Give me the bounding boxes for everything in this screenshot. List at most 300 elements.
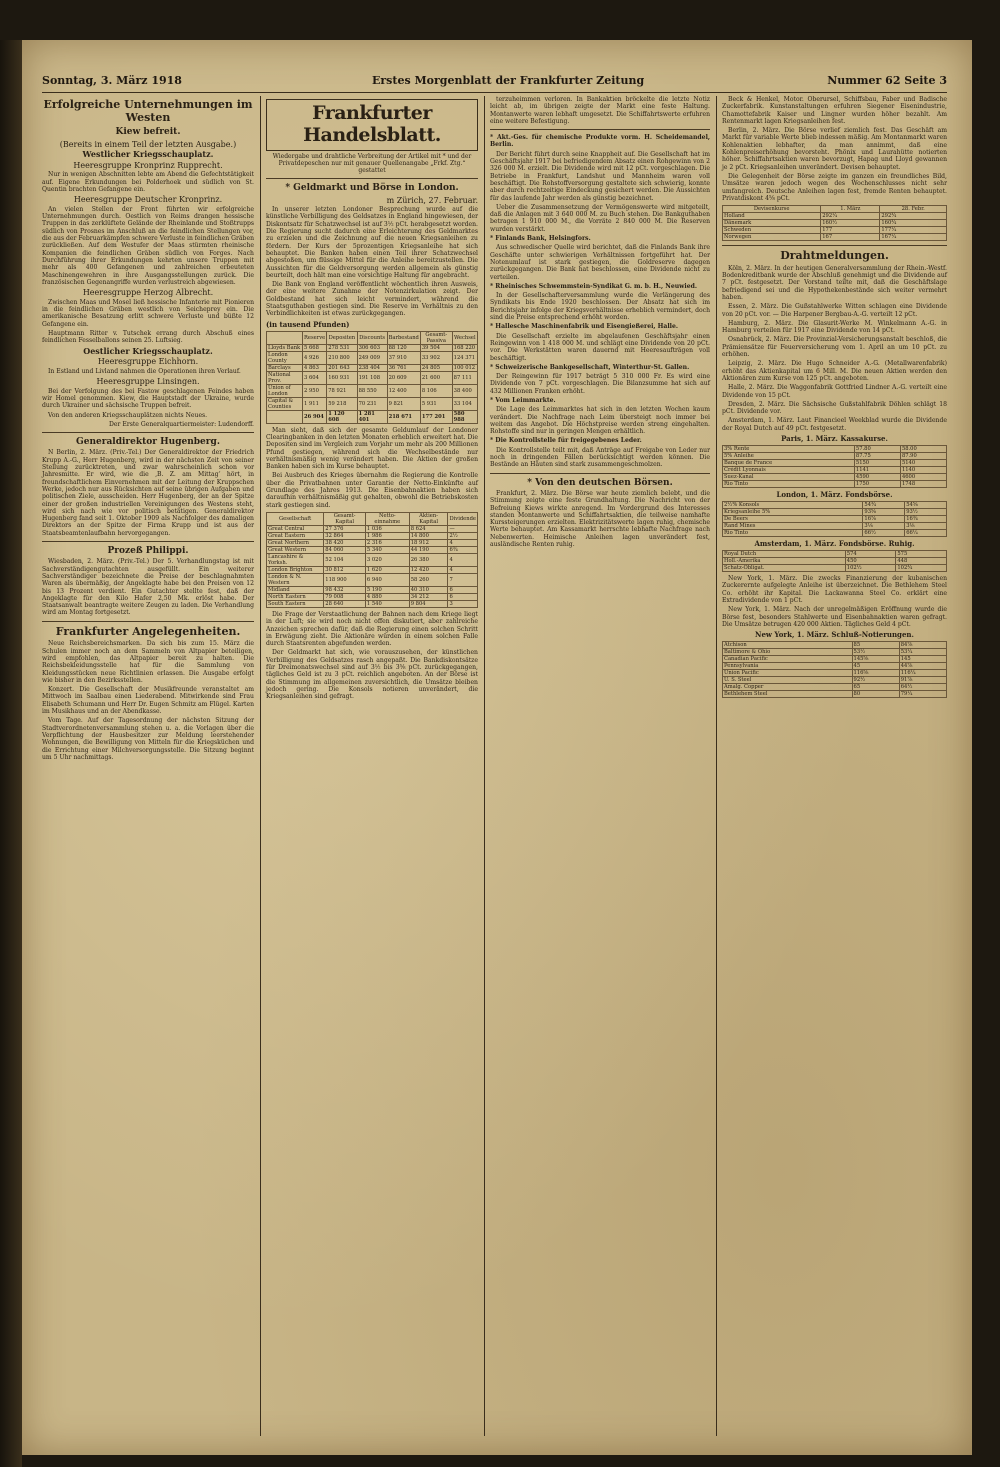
table-cell: 80 xyxy=(852,691,899,698)
table-row xyxy=(267,364,478,371)
table-cell: 177 xyxy=(821,227,880,234)
table-cell: 191 108 xyxy=(357,371,387,384)
table-cell: 1 036 xyxy=(365,525,409,532)
table-row xyxy=(267,553,478,566)
table-row xyxy=(267,384,478,397)
table-row xyxy=(267,573,478,586)
devisen-table xyxy=(722,205,947,241)
table-cell: 21 600 xyxy=(420,371,452,384)
item-heading: * Hallesche Maschinenfabrik und Eisengießerei, Halle. xyxy=(490,323,678,331)
header-masthead: Erstes Morgenblatt der Frankfurter Zeitung xyxy=(372,74,645,87)
table-cell: 575 xyxy=(896,551,947,558)
market-table xyxy=(722,550,947,572)
table-row xyxy=(267,546,478,553)
paragraph: Der Reingewinn für 1917 beträgt 5 310 000 Fr. Es wird eine Dividende von 7 pCt. vorgeschlagen. Die Bilanzsumme hat sich auf 432 Millionen Franken erhöht. xyxy=(490,373,710,395)
table-cell: 32 864 xyxy=(324,532,366,539)
paragraph: Die Lage des Leimmarktes hat sich in den letzten Wochen kaum verändert. Die Nachfrage nach Leim übersteigt noch immer bei weitem das Angebot. Die Höchstpreise werden streng eingehalten. Rohstoffe sind nur in geringen Mengen erhältlich. xyxy=(490,406,710,436)
table-row xyxy=(723,677,947,684)
subhead-western-theatre: Westlicher Kriegsschauplatz. xyxy=(82,149,214,160)
table-cell: 1 120 608 xyxy=(327,410,357,423)
table-cell: 12 420 xyxy=(409,566,448,573)
railway-table xyxy=(266,512,478,608)
table-cell: U. S. Steel xyxy=(723,677,853,684)
table-row xyxy=(723,213,947,220)
headline-boersen: * Von den deutschen Börsen. xyxy=(527,477,673,488)
note: (Bereits in einem Teil der letzten Ausgabe.) xyxy=(59,139,237,149)
table-cell: 1 540 xyxy=(365,600,409,607)
table-cell: 118 900 xyxy=(324,573,366,586)
table-cell: 52 104 xyxy=(324,553,366,566)
paragraph: Hamburg, 2. März. Die Glasurit-Werke M. Winkelmann A.-G. in Hamburg verteilen für 1917 eine Dividende von 14 pCt. xyxy=(722,319,947,335)
item-heading: * Schweizerische Bankgesellschaft, Winterthur-St. Gallen. xyxy=(490,363,690,371)
table-cell: 5% Anleihe xyxy=(723,453,855,460)
table-cell: 4 863 xyxy=(303,364,327,371)
table-cell: 20 609 xyxy=(387,371,420,384)
table-cell: 448 xyxy=(896,558,947,565)
paragraph: Berlin, 2. März. Die Börse verlief ziemlich fest. Das Geschäft am Markt für variable Werte blieb indessen mäßig. Am Montanmarkt waren Kohlenaktien lebhafter, da man annimmt, daß eine Kohlenpreiserhöhung bevorsteht. Phönix und Laurahütte notierten höher. Schiffahrtsaktien waren bevorzugt, Hapag und Lloyd gewannen je 2 pCt. Kriegsanleihen unverändert. Devisen behauptet. xyxy=(722,127,947,171)
table-row xyxy=(723,558,947,565)
handelsblatt-title: Frankfurter Handelsblatt. xyxy=(266,99,478,151)
article-body xyxy=(722,265,947,432)
table-cell: 30 812 xyxy=(324,566,366,573)
table-cell: 5 931 xyxy=(420,397,452,410)
table-cell: 4 xyxy=(448,553,478,566)
table-cell: 124 371 xyxy=(452,351,477,364)
table-cell: Capital & Counties xyxy=(267,397,303,410)
handelsblatt-subtitle: Wiedergabe und drahtliche Verbreitung der Artikel mit * und der Privatdepeschen nur mit genauer Quellenangabe „Frkf. Ztg.“ gestattet xyxy=(272,152,472,175)
paragraph: Beck & Henkel, Motor. Oberursel, Schiffsbau, Faber und Badische Zuckerfabrik. Kunstanstaltungen erfuhren Siegener Eisenindustrie, Chamottefabrik Kaiser und Lingner wurden höher bezahlt. Am Rentenmarkt lagen Kriegsanleihen fest. xyxy=(722,96,947,125)
table-cell: 249 009 xyxy=(357,351,387,364)
table-cell: De Beers xyxy=(723,516,863,523)
table-cell: 91⅞ xyxy=(899,677,946,684)
paragraph: Halle, 2. März. Die Waggonfabrik Gottfried Lindner A.-G. verteilt eine Dividende von 15 pCt. xyxy=(722,384,947,399)
table-cell: Union of London xyxy=(267,384,303,397)
table-cell: 44 190 xyxy=(409,546,448,553)
page-header xyxy=(42,74,947,92)
table-cell: Lancashire & Yorksh. xyxy=(267,553,324,566)
table-row xyxy=(267,532,478,539)
table-cell: 5 190 xyxy=(365,586,409,593)
market-table xyxy=(722,641,947,698)
table-cell: 2½% Konsols xyxy=(723,502,863,509)
table-cell: 37 910 xyxy=(387,351,420,364)
table-cell: 57.80 xyxy=(854,446,900,453)
table-cell: Suez-Kanal xyxy=(723,474,855,481)
market-title: New York, 1. März. Schluß-Notierungen. xyxy=(755,630,914,640)
column-3 xyxy=(490,96,710,550)
paragraph: Neue Reichsbereichsmarken. Da sich bis zum 15. März die Schulen immer noch an dem Sammeln von Altpapier beteiligen, wird empfohlen, das Altpapier bereit zu halten. Die Reichsbekleidungsstelle hat für die Sammlung von Kleidungsstücken neue Richtlinien erlassen. Die Ausgabe erfolgt wie bisher in den Bezirksstellen. xyxy=(42,640,254,684)
table-cell: 45 xyxy=(852,663,899,670)
table-cell: 36 761 xyxy=(387,364,420,371)
table-cell: 5150 xyxy=(854,460,900,467)
table-cell: 87.75 xyxy=(854,453,900,460)
paragraph: Die Kontrollstelle teilt mit, daß Anträge auf Freigabe von Leder nur noch in dringenden Fällen berücksichtigt werden können. Die Bestände an Häuten sind stark zusammengeschmolzen. xyxy=(490,446,710,469)
table-cell: 88 120 xyxy=(387,344,420,351)
headline-philippi: Prozeß Philippi. xyxy=(107,546,189,556)
table-header-row xyxy=(723,206,947,213)
paragraph: Leipzig, 2. März. Die Hugo Schneider A.-G. (Metallwarenfabrik) erhöht das Aktienkapital um 6 Mill. M. Die neuen Aktien werden den Aktionären zum Kurse von 125 pCt. angeboten. xyxy=(722,360,947,382)
table-cell: 100 012 xyxy=(452,364,477,371)
table-row xyxy=(723,220,947,227)
subhead-army-group: Heeresgruppe Kronprinz Rupprecht. xyxy=(73,160,223,170)
table-cell: Rio Tinto xyxy=(723,530,863,537)
table-header-row xyxy=(267,331,478,344)
paragraph: In unserer letzten Londoner Besprechung wurde auf die künstliche Verbilligung des Geldsatzes in England hingewiesen, der Diskontsatz für Schatzwechsel ist auf 3½ pCt. herabgesetzt worden. Die Regierung sucht dadurch eine Erleichterung des Geldmarktes zu erzielen und die Zeichnung auf die neuen Kriegsanleihen zu fördern. Der Kurs der 5prozentigen Kriegsanleihe hat sich behauptet. Die Banken haben einen Teil ihrer Schatzwechsel abgestoßen, um flüssige Mittel für die Anleihe bereitzustellen. Die Aussichten für die Geldversorgung werden allgemein als günstig beurteilt, doch hält man eine vorsichtige Haltung für angebracht. xyxy=(266,206,478,279)
paragraph: In der Gesellschafterversammlung wurde die Verlängerung des Syndikats bis Ende 1920 beschlossen. Der Absatz hat sich im Berichtsjahr infolge der Kriegsverhältnisse erheblich vermindert, doch sind die Preise entsprechend erhöht worden. xyxy=(490,292,710,322)
paragraph: Bei Ausbruch des Krieges übernahm die Regierung die Kontrolle über die Privatbahnen unter Garantie der Netto-Einkünfte auf Grundlage des Jahres 1913. Die Eisenbahnaktien haben sich daraufhin verhältnismäßig gut gehalten, obwohl die Betriebskosten stark gestiegen sind. xyxy=(266,472,478,509)
subhead-army-group: Heeresgruppe Herzog Albrecht. xyxy=(82,288,214,298)
table-cell: 3 020 xyxy=(365,553,409,566)
column-4 xyxy=(722,96,947,698)
subhead-eastern-theatre: Oestlicher Kriegsschauplatz. xyxy=(83,345,213,356)
article-body xyxy=(266,611,478,701)
table-cell: Baltimore & Ohio xyxy=(723,649,853,656)
table-cell: Midland xyxy=(267,586,324,593)
table-cell: 14 800 xyxy=(409,532,448,539)
table-cell: 6 xyxy=(448,586,478,593)
paragraph: Hauptmann Ritter v. Tutschek errang durch Abschuß eines feindlichen Fesselballons seinen 25. Luftsieg. xyxy=(42,329,254,345)
table-cell: National Prov. xyxy=(267,371,303,384)
table-cell: 102¾ xyxy=(896,565,947,572)
table-cell: 1 986 xyxy=(365,532,409,539)
paragraph: Die Bank von England veröffentlicht wöchentlich ihren Ausweis, der eine weitere Zunahme der Notenzirkulation zeigt. Der Goldbestand hat sich leicht vermindert, während die Staatsguthaben gestiegen sind. Die Reserve im Verhältnis zu den Verbindlichkeiten ist etwas zurückgegangen. xyxy=(266,281,478,318)
table-cell: 160 931 xyxy=(327,371,357,384)
headline-hugenberg: Generaldirektor Hugenberg. xyxy=(76,437,220,448)
table-cell: 2 950 xyxy=(303,384,327,397)
table-header-cell: Aktien-Kapital xyxy=(409,512,448,525)
table-row xyxy=(723,523,947,530)
table-cell: Holland xyxy=(723,213,821,220)
paragraph: terzuheimmen verloren. In Bankaktien bröckelte die letzte Notiz leicht ab, im übrigen zeigte der Markt eine feste Haltung. Montanwerte waren lebhaft umgesetzt. Die Schiffahrtswerte erfuhren eine weitere Befestigung. xyxy=(490,96,710,125)
separator xyxy=(42,541,254,542)
paragraph: In Estland und Livland nahmen die Operationen ihren Verlauf. xyxy=(48,367,241,375)
separator xyxy=(722,245,947,246)
table-cell: 9 804 xyxy=(409,600,448,607)
table-header-cell: Dividende xyxy=(448,512,478,525)
table-cell: Dänemark xyxy=(723,220,821,227)
table-cell: Schweden xyxy=(723,227,821,234)
table-row xyxy=(267,593,478,600)
table-cell: 160¾ xyxy=(880,220,947,227)
table-row xyxy=(723,691,947,698)
paragraph: Die Frage der Verstaatlichung der Bahnen nach dem Kriege liegt in der Luft; sie wird noch nicht offen diskutiert, aber zahlreiche Anzeichen sprechen dafür, daß die Regierung einen solchen Schritt in Erwägung zieht. Die Aktionäre würden in einem solchen Falle durch Staatsrenten abgefunden werden. xyxy=(266,610,478,648)
table-cell: 66½ xyxy=(863,530,905,537)
table-row xyxy=(267,539,478,546)
subhead-army-group: Heeresgruppe Deutscher Kronprinz. xyxy=(73,195,223,205)
market-table xyxy=(722,501,947,537)
table-cell: 39 504 xyxy=(420,344,452,351)
column-1 xyxy=(42,96,254,763)
table-cell: 218 671 xyxy=(387,410,420,423)
table-cell: 84 060 xyxy=(324,546,366,553)
table-cell: 177¼ xyxy=(880,227,947,234)
table-cell: 6 xyxy=(448,593,478,600)
table-cell: 12 400 xyxy=(387,384,420,397)
table-cell: 26 904 xyxy=(303,410,327,423)
paragraph: Dresden, 2. März. Die Sächsische Gußstahlfabrik Döhlen schlägt 18 pCt. Dividende vor. xyxy=(722,400,947,416)
table-header-cell: Wechsel xyxy=(452,331,477,344)
paragraph: Wiesbaden, 2. März. (Priv.-Tel.) Der 5. Verhandlungstag ist mit Sachverständigengutachten ausgefüllt. Ein weiterer Sachverständiger bezeichnete die Preise der beschlagnahmten Waren als übermäßig, der Angeklagte habe bei den Preisen von 12 bis 13 Prozent verdient. Ein Gutachter stellte fest, daß der Angeklagte für den Kilo Hafer 2,50 Mk. erlöst habe. Der Staatsanwalt beantragte weitere Zeugen zu laden. Die Verhandlung wird am Montag fortgesetzt. xyxy=(42,558,254,617)
separator xyxy=(490,129,710,130)
table-cell: 98 432 xyxy=(324,586,366,593)
table-header-row xyxy=(267,512,478,525)
table-cell: Kriegsanleihe 5% xyxy=(723,509,863,516)
table-cell: 145⅝ xyxy=(852,656,899,663)
table-cell: 9 821 xyxy=(387,397,420,410)
article-body xyxy=(722,96,947,202)
table-cell: 58.00 xyxy=(900,446,946,453)
table-cell: Great Western xyxy=(267,546,324,553)
table-cell: 38 420 xyxy=(324,539,366,546)
paragraph: Man sieht, daß sich der gesamte Geldumlauf der Londoner Clearingbanken in den letzten Monaten erheblich erweitert hat. Die Depositen sind im Vergleich zum Vorjahr um mehr als 200 Millionen Pfund gestiegen, während sich die Wechselbestände nur verhältnismäßig wenig verändert haben. Die Aktien der großen Banken haben sich im Kurse behauptet. xyxy=(266,426,478,471)
table-cell: 2 316 xyxy=(365,539,409,546)
table-cell: 84⅞ xyxy=(899,642,946,649)
item-heading: * Rheinisches Schwemmstein-Syndikat G. m. b. H., Neuwied. xyxy=(490,282,697,290)
table-cell: 16¾ xyxy=(905,516,947,523)
bank-table xyxy=(266,331,478,424)
table-cell: Bethlehem Steel xyxy=(723,691,853,698)
table-cell: 3 604 xyxy=(303,371,327,384)
table-cell: 4590 xyxy=(854,474,900,481)
table-header-cell: Devisenkurse xyxy=(723,206,821,213)
column-2 xyxy=(266,96,478,702)
table-cell: 278 531 xyxy=(327,344,357,351)
table-row xyxy=(267,344,478,351)
table-cell: 4 xyxy=(448,566,478,573)
table-cell: 33 104 xyxy=(452,397,477,410)
article-body xyxy=(42,558,254,616)
table-cell: 1 620 xyxy=(365,566,409,573)
table-row xyxy=(723,509,947,516)
table-cell: 87.90 xyxy=(900,453,946,460)
table-cell: London Brighton xyxy=(267,566,324,573)
table-row xyxy=(723,530,947,537)
table-cell: 70 231 xyxy=(357,397,387,410)
table-cell: 167 xyxy=(821,234,880,241)
table-row xyxy=(267,525,478,532)
table-cell: 5 340 xyxy=(365,546,409,553)
table-cell: 64½ xyxy=(899,684,946,691)
headline-drahtmeldungen: Drahtmeldungen. xyxy=(780,249,889,263)
table-cell: 54⅝ xyxy=(905,502,947,509)
table-row xyxy=(723,684,947,691)
table-cell: 450 xyxy=(845,558,896,565)
table-cell: 93⅝ xyxy=(863,509,905,516)
table-cell: London & N. Western xyxy=(267,573,324,586)
signature: Der Erste Generalquartiermeister: Ludendorff. xyxy=(109,420,254,428)
paragraph: Essen, 2. März. Die Gußstahlwerke Witten schlagen eine Dividende von 20 pCt. vor. — Die Harpener Bergbau-A.-G. verteilt 12 pCt. xyxy=(722,303,947,318)
table-row xyxy=(267,351,478,364)
paragraph: Osnabrück, 2. März. Die Provinzial-Versicherungsanstalt beschloß, die Prämiensätze für Feuerversicherung vom 1. April an um 10 pCt. zu erhöhen. xyxy=(722,336,947,359)
table-cell: 168 220 xyxy=(452,344,477,351)
table-header-cell: Netto-einnahme xyxy=(365,512,409,525)
table-row xyxy=(267,371,478,384)
table-cell: 1 281 401 xyxy=(357,410,387,423)
table-header-cell: Reserve xyxy=(303,331,327,344)
table-header-cell: 28. Febr. xyxy=(880,206,947,213)
table-cell: 54¾ xyxy=(863,502,905,509)
article-body xyxy=(490,96,710,125)
table-cell: 24 805 xyxy=(420,364,452,371)
table-cell: 210 800 xyxy=(327,351,357,364)
table-cell: 88 550 xyxy=(357,384,387,397)
table-header-cell: Gesamt-Passiva xyxy=(420,331,452,344)
paragraph: Nur in wenigen Abschnitten lebte am Abend die Gefechtstätigkeit auf. Eigene Erkundungen bei Polderhoek und südlich von St. Quentin brachten Gefangene ein. xyxy=(42,171,254,193)
table-header-cell: Gesellschaft xyxy=(267,512,324,525)
table-cell: 116¼ xyxy=(899,670,946,677)
table-row xyxy=(267,600,478,607)
table-cell: 4 926 xyxy=(303,351,327,364)
paragraph: Köln, 2. März. In der heutigen Generalversammlung der Rhein.-Westf. Bodenkreditbank wurde der Abschluß genehmigt und die Dividende auf 7 pCt. festgesetzt. Der Vorstand teilte mit, daß die Geschäftslage befriedigend sei und die Hypothekenbestände sich weiter vermehrt haben. xyxy=(722,264,947,301)
table-cell: 26 380 xyxy=(409,553,448,566)
table-cell: 177 201 xyxy=(420,410,452,423)
market-title: Amsterdam, 1. März. Fondsbörse. Ruhig. xyxy=(754,539,915,549)
paragraph: Der Bericht führt durch seine Knappheit auf. Die Gesellschaft hat im Geschäftsjahr 1917 bei befriedigendem Absatz einen Rohgewinn von 2 326 000 M. erzielt. Die Dividende wird mit 12 pCt. vorgeschlagen. Die Betriebe in Frankfurt, Landshut und Mannheim waren voll beschäftigt. Die Rohstoffversorgung gestaltete sich schwierig, konnte aber durch rechtzeitige Eindeckung gesichert werden. Die Aussichten für das laufende Jahr werden als günstig bezeichnet. xyxy=(490,150,710,202)
table-header-cell xyxy=(267,331,303,344)
table-cell: South Eastern xyxy=(267,600,324,607)
table-cell: 28 640 xyxy=(324,600,366,607)
table-cell: 92½ xyxy=(852,677,899,684)
table-row xyxy=(723,227,947,234)
table-row xyxy=(267,586,478,593)
paragraph: Vom Tage. Auf der Tagesordnung der nächsten Sitzung der Stadtverordnetenversammlung stehen u. a. die Vorlagen über die Verpflichtung der Hausbesitzer zur Meldung leerstehender Wohnungen, die Bewilligung von Mitteln für die Kriegsküchen und die Errichtung einer Milchversorgungsstelle. Die Sitzung beginnt um 5 Uhr nachmittags. xyxy=(42,717,254,761)
table-cell: 102½ xyxy=(845,565,896,572)
paragraph: Bei der Verfolgung des bei Fastow geschlagenen Feindes haben wir Homel genommen. Kiew, die Hauptstadt der Ukraine, wurde durch Ukrainer und sächsische Truppen befreit. xyxy=(42,387,254,410)
column-rule-2 xyxy=(484,96,485,1436)
table-total-row xyxy=(267,410,478,423)
table-row xyxy=(723,481,947,488)
table-cell: 160½ xyxy=(821,220,880,227)
table-cell: Union Pacific xyxy=(723,670,853,677)
paragraph: Aus schwedischer Quelle wird berichtet, daß die Finlands Bank ihre Geschäfte unter schwierigen Verhältnissen fortgeführt hat. Der Notenumlauf ist stark gestiegen, die Goldreserve dagegen zurückgegangen. Die Bank hat beschlossen, eine Dividende nicht zu verteilen. xyxy=(490,244,710,281)
market-table xyxy=(722,445,947,488)
table-cell: 574 xyxy=(845,551,896,558)
table-cell: 18 912 xyxy=(409,539,448,546)
table-cell: 5 668 xyxy=(303,344,327,351)
paragraph: Die Gelegenheit der Börse zeigte im ganzen ein freundliches Bild, Umsätze waren jedoch wegen des Wochenschlusses nicht sehr umfangreich. Deutsche Anleihen lagen fest, fremde Renten behauptet. Privatdiskont 4⅝ pCt. xyxy=(722,172,947,202)
table-row xyxy=(723,565,947,572)
table-cell: — xyxy=(448,525,478,532)
table-row xyxy=(723,551,947,558)
table-cell: Amalg. Copper xyxy=(723,684,853,691)
paragraph: N Berlin, 2. März. (Priv.-Tel.) Der Generaldirektor der Friedrich Krupp A.-G., Herr Hugenberg, wird in der nächsten Zeit von seiner Stellung zurücktreten, und zwar wahrscheinlich schon vor Jahresmitte. Er wird, wie die ‚B. Z. am Mittag‘ hört, in freundschaftlichem Einvernehmen mit der Leitung der Kruppschen Werke, jedoch nur aus Rücksichten auf seine übrigen Aufgaben und politischen Ziele, ausscheiden. Herr Hugenberg, der an der Spitze einer der großen industriellen Vereinigungen des Westens steht, wird sich nach wie vor politisch betätigen. Generaldirektor Hugenberg fand seit 1. Oktober 1909 als Nachfolger des damaligen Direktors an der Spitze der Firma Krupp und ist aus der Staatsbeamtenlaufbahn hervorgegangen. xyxy=(42,449,254,537)
table-cell: 1 911 xyxy=(303,397,327,410)
table-cell: Atchison xyxy=(723,642,853,649)
table-cell: 79 008 xyxy=(324,593,366,600)
header-rule xyxy=(42,92,947,93)
table-row xyxy=(723,467,947,474)
separator xyxy=(42,432,254,433)
paragraph: Konzert. Die Gesellschaft der Musikfreunde veranstaltet am Mittwoch im Saalbau einen Liederabend. Mitwirkende sind Frau Elisabeth Schumann und Herr Dr. Eugen Schmitz am Flügel. Karten im Musikhaus und an der Abendkasse. xyxy=(42,686,254,716)
table-cell: 238 404 xyxy=(357,364,387,371)
table-cell: 4 xyxy=(448,539,478,546)
paragraph: Die Gesellschaft erzielte im abgelaufenen Geschäftsjahr einen Reingewinn von 1 418 000 M. und schlägt eine Dividende von 20 pCt. vor. Die Werkstätten waren dauernd mit Heeresaufträgen voll beschäftigt. xyxy=(490,332,710,362)
table-cell: 167¼ xyxy=(880,234,947,241)
table-row xyxy=(723,474,947,481)
table-header-cell: Depositen xyxy=(327,331,357,344)
table-cell: 6¾ xyxy=(448,546,478,553)
table-cell: 3 xyxy=(448,600,478,607)
table-row xyxy=(723,663,947,670)
table-cell: Holl.-Amerika xyxy=(723,558,846,565)
table-cell: 116⅝ xyxy=(852,670,899,677)
table-cell: 34 212 xyxy=(409,593,448,600)
table-cell: Great Central xyxy=(267,525,324,532)
table-cell: 40 310 xyxy=(409,586,448,593)
table-row xyxy=(723,446,947,453)
table-cell: 1750 xyxy=(854,481,900,488)
paragraph: New York, 1. März. Nach der unregelmäßigen Eröffnung wurde die Börse fest, besonders Stahlwerte und Eisenbahnaktien waren gefragt. Die Umsätze betrugen 420 000 Aktien. Tägliches Geld 4 pCt. xyxy=(722,606,947,628)
column-rule-1 xyxy=(260,96,261,1436)
table-cell: Pennsylvania xyxy=(723,663,853,670)
table-cell: 27 376 xyxy=(324,525,366,532)
table-cell: 1140 xyxy=(900,467,946,474)
article-body xyxy=(42,171,254,428)
table-row xyxy=(723,670,947,677)
table-cell: Rio Tinto xyxy=(723,481,855,488)
table-cell: 85 xyxy=(852,642,899,649)
table-cell: Schatz-Obligat. xyxy=(723,565,846,572)
article-body xyxy=(490,490,710,548)
table-cell: 3⅛ xyxy=(863,523,905,530)
table-row xyxy=(723,516,947,523)
table-row xyxy=(723,642,947,649)
table-header-cell: Gesamt-Kapital xyxy=(324,512,366,525)
table-cell: 4 880 xyxy=(365,593,409,600)
table-cell: 78 921 xyxy=(327,384,357,397)
article-body xyxy=(266,206,478,317)
paragraph: Der Geldmarkt hat sich, wie vorauszusehen, der künstlichen Verbilligung des Geldsatzes rasch angepaßt. Die Bankdiskontsätze für Dreimonatswechsel sind auf 3½ bis 3⅝ pCt. zurückgegangen, tägliches Geld ist zu 3 pCt. reichlich angeboten. An der Börse ist die Stimmung im allgemeinen zuversichtlich, die Umsätze bleiben jedoch gering. Die Konsols notieren unverändert, die Kriegsanleihen sind gefragt. xyxy=(266,649,478,701)
table-cell: 580 988 xyxy=(452,410,477,423)
item-heading: * Die Kontrollstelle für freigegebenes Leder. xyxy=(490,437,642,445)
table-row xyxy=(723,502,947,509)
table-header-cell: 1. März xyxy=(821,206,880,213)
table-cell xyxy=(267,410,303,423)
table-cell: 66¼ xyxy=(905,530,947,537)
table-cell: 292¼ xyxy=(821,213,880,220)
paragraph: Amsterdam, 1. März. Laut Financieel Weekblad wurde die Dividende der Royal Dutch auf 49 pCt. festgesetzt. xyxy=(722,417,947,432)
item-heading: * Vom Leimmarkte. xyxy=(490,396,556,404)
table-cell: North Eastern xyxy=(267,593,324,600)
table-cell: London County xyxy=(267,351,303,364)
table-row xyxy=(267,566,478,573)
table-cell: 87 111 xyxy=(452,371,477,384)
table-row xyxy=(723,234,947,241)
market-title: Paris, 1. März. Kassakurse. xyxy=(781,434,888,444)
market-title: London, 1. März. Fondsbörse. xyxy=(776,490,893,500)
newspaper-page xyxy=(22,40,972,1455)
header-date: Sonntag, 3. März 1918 xyxy=(42,74,182,87)
table-cell: Banque de France xyxy=(723,460,855,467)
table-header-cell: Discounts xyxy=(357,331,387,344)
subhead-army-group: Heeresgruppe Eichhorn. xyxy=(97,357,199,367)
paragraph: An vielen Stellen der Front führten wir erfolgreiche Unternehmungen durch. Oestlich von Reims drangen hessische Truppen in das zerklüftete Gelände der Rheinlande und Stoßtrupps südlich von Prosnes im Anschluß an die feindlichen Stellungen vor, die aus der Februarkämpfen schwere Verluste in feindlichen Gräben zurückließen. Auf dem Westufer der Maas stürmten rheinische Kompanien die feindlichen Gräben südlich von Forges. Nach Durchführung ihrer Erkundungen kehrten unsere Truppen mit mehr als 400 Gefangenen und zahlreichen erbeuteten Maschinengewehren in ihre Ausgangsstellungen zurück. Die französischen Gegenangriffe wurden verlustreich abgewiesen. xyxy=(42,205,254,286)
table-cell: 44⅞ xyxy=(899,663,946,670)
table-cell: 59 218 xyxy=(327,397,357,410)
headline-frankfurt: Frankfurter Angelegenheiten. xyxy=(55,624,241,638)
table-cell: 16⅞ xyxy=(863,516,905,523)
table-cell: 3⅛ xyxy=(905,523,947,530)
table-cell: 53¼ xyxy=(899,649,946,656)
table-cell: Great Northern xyxy=(267,539,324,546)
paragraph: Von den anderen Kriegsschauplätzen nichts Neues. xyxy=(48,411,208,419)
separator xyxy=(490,473,710,474)
table-caption: (in tausend Pfunden) xyxy=(266,319,350,329)
headline-london: * Geldmarkt und Börse in London. xyxy=(285,183,459,194)
page-edge xyxy=(0,40,22,1467)
paragraph: Ueber die Zusammensetzung der Vermögenswerte wird mitgeteilt, daß die Anlagen mit 3 640 000 M. zu Buch stehen. Die Bankguthaben betragen 1 910 000 M., die Vorräte 2 840 000 M. Die Reserven wurden verstärkt. xyxy=(490,203,710,233)
table-cell: 1141 xyxy=(854,467,900,474)
